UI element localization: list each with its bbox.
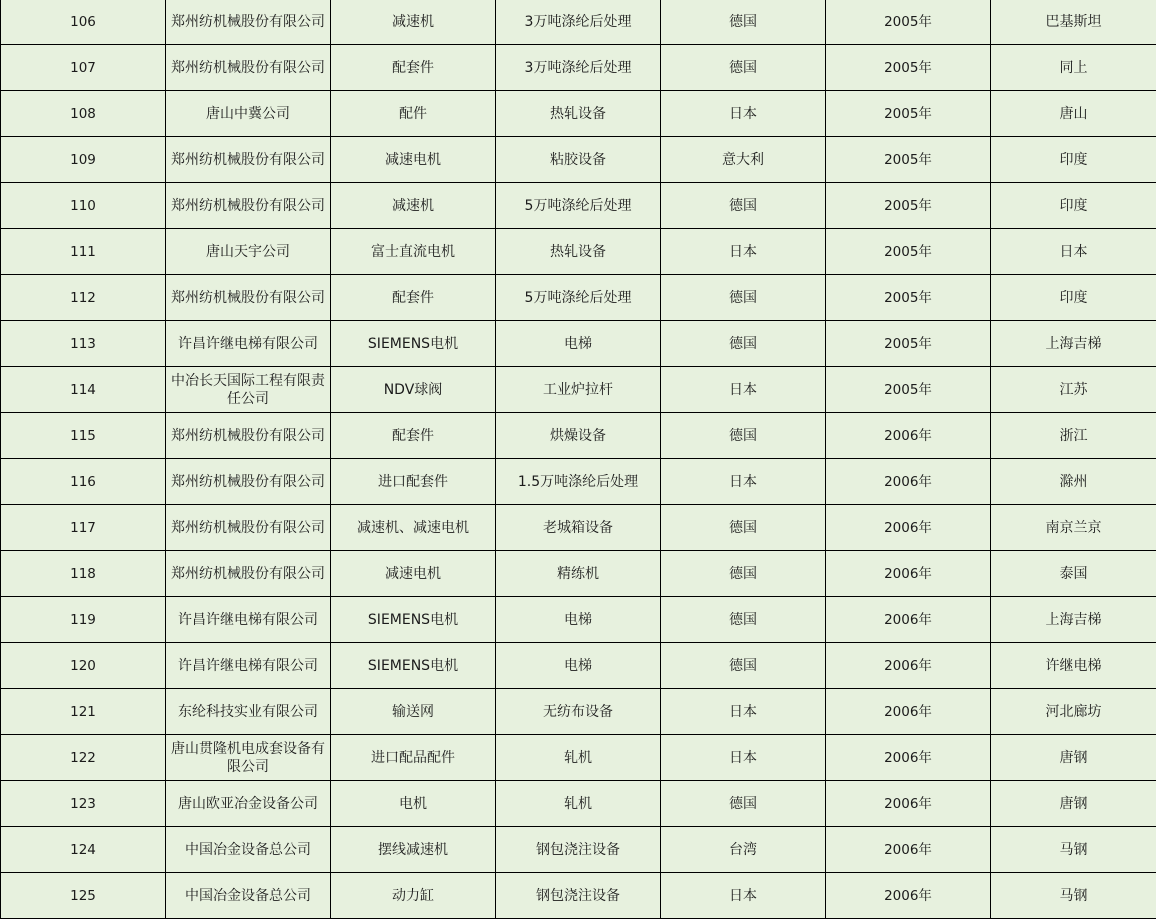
cell-item[interactable]: 减速电机 bbox=[331, 137, 496, 183]
table-row bbox=[1, 643, 1156, 689]
table-body bbox=[1, 0, 1156, 919]
cell-project[interactable]: 1.5万吨涤纶后处理 bbox=[496, 459, 661, 505]
table-row bbox=[1, 137, 1156, 183]
cell-destination[interactable]: 巴基斯坦 bbox=[991, 0, 1156, 45]
cell-destination[interactable]: 唐山 bbox=[991, 91, 1156, 137]
cell-destination[interactable]: 上海吉梯 bbox=[991, 597, 1156, 643]
cell-company[interactable]: 唐山贯隆机电成套设备有限公司 bbox=[166, 735, 331, 781]
cell-origin[interactable]: 德国 bbox=[661, 321, 826, 367]
cell-item[interactable]: SIEMENS电机 bbox=[331, 321, 496, 367]
cell-item[interactable]: 减速机 bbox=[331, 183, 496, 229]
cell-company[interactable]: 郑州纺机械股份有限公司 bbox=[166, 275, 331, 321]
cell-no[interactable]: 111 bbox=[1, 229, 166, 275]
cell-year[interactable]: 2006年 bbox=[826, 827, 991, 873]
cell-company[interactable]: 唐山天宇公司 bbox=[166, 229, 331, 275]
cell-project[interactable]: 工业炉拉杆 bbox=[496, 367, 661, 413]
table-row bbox=[1, 781, 1156, 827]
cell-item[interactable]: 减速电机 bbox=[331, 551, 496, 597]
cell-year[interactable]: 2006年 bbox=[826, 873, 991, 919]
cell-no[interactable]: 119 bbox=[1, 597, 166, 643]
cell-year[interactable]: 2005年 bbox=[826, 367, 991, 413]
cell-company[interactable]: 中国冶金设备总公司 bbox=[166, 827, 331, 873]
cell-no[interactable]: 107 bbox=[1, 45, 166, 91]
cell-destination[interactable]: 许继电梯 bbox=[991, 643, 1156, 689]
cell-origin[interactable]: 日本 bbox=[661, 873, 826, 919]
cell-origin[interactable]: 意大利 bbox=[661, 137, 826, 183]
cell-origin[interactable]: 德国 bbox=[661, 275, 826, 321]
cell-origin[interactable]: 德国 bbox=[661, 643, 826, 689]
table-row bbox=[1, 505, 1156, 551]
cell-year[interactable]: 2006年 bbox=[826, 689, 991, 735]
cell-project[interactable]: 精练机 bbox=[496, 551, 661, 597]
cell-year[interactable]: 2006年 bbox=[826, 413, 991, 459]
cell-item[interactable]: 减速机 bbox=[331, 0, 496, 45]
cell-year[interactable]: 2006年 bbox=[826, 735, 991, 781]
cell-destination[interactable]: 印度 bbox=[991, 275, 1156, 321]
cell-project[interactable]: 无纺布设备 bbox=[496, 689, 661, 735]
cell-origin[interactable]: 日本 bbox=[661, 367, 826, 413]
cell-year[interactable]: 2005年 bbox=[826, 0, 991, 45]
cell-item[interactable]: 减速机、减速电机 bbox=[331, 505, 496, 551]
cell-destination[interactable]: 马钢 bbox=[991, 827, 1156, 873]
cell-destination[interactable]: 唐钢 bbox=[991, 781, 1156, 827]
cell-origin[interactable]: 德国 bbox=[661, 551, 826, 597]
cell-project[interactable]: 电梯 bbox=[496, 597, 661, 643]
cell-destination[interactable]: 滁州 bbox=[991, 459, 1156, 505]
cell-company[interactable]: 唐山中冀公司 bbox=[166, 91, 331, 137]
cell-item[interactable]: 进口配品配件 bbox=[331, 735, 496, 781]
table-row bbox=[1, 735, 1156, 781]
cell-project[interactable]: 5万吨涤纶后处理 bbox=[496, 275, 661, 321]
table-row bbox=[1, 91, 1156, 137]
cell-destination[interactable]: 上海吉梯 bbox=[991, 321, 1156, 367]
cell-company[interactable]: 郑州纺机械股份有限公司 bbox=[166, 459, 331, 505]
cell-item[interactable]: 电机 bbox=[331, 781, 496, 827]
table-row bbox=[1, 827, 1156, 873]
cell-year[interactable]: 2005年 bbox=[826, 321, 991, 367]
cell-item[interactable]: 富士直流电机 bbox=[331, 229, 496, 275]
cell-year[interactable]: 2006年 bbox=[826, 597, 991, 643]
cell-no[interactable]: 116 bbox=[1, 459, 166, 505]
cell-item[interactable]: 配套件 bbox=[331, 275, 496, 321]
cell-company[interactable]: 郑州纺机械股份有限公司 bbox=[166, 183, 331, 229]
cell-company[interactable]: 许昌许继电梯有限公司 bbox=[166, 643, 331, 689]
cell-company[interactable]: 郑州纺机械股份有限公司 bbox=[166, 505, 331, 551]
cell-no[interactable]: 122 bbox=[1, 735, 166, 781]
cell-item[interactable]: 配套件 bbox=[331, 45, 496, 91]
table-row bbox=[1, 183, 1156, 229]
table-row bbox=[1, 689, 1156, 735]
cell-origin[interactable]: 日本 bbox=[661, 735, 826, 781]
cell-origin[interactable]: 日本 bbox=[661, 689, 826, 735]
cell-company[interactable]: 唐山欧亚冶金设备公司 bbox=[166, 781, 331, 827]
cell-item[interactable]: 输送网 bbox=[331, 689, 496, 735]
cell-origin[interactable]: 德国 bbox=[661, 45, 826, 91]
table-row bbox=[1, 413, 1156, 459]
cell-no[interactable]: 118 bbox=[1, 551, 166, 597]
cell-item[interactable]: SIEMENS电机 bbox=[331, 643, 496, 689]
cell-project[interactable]: 轧机 bbox=[496, 735, 661, 781]
cell-company[interactable]: 郑州纺机械股份有限公司 bbox=[166, 551, 331, 597]
cell-no[interactable]: 120 bbox=[1, 643, 166, 689]
table-row bbox=[1, 321, 1156, 367]
cell-origin[interactable]: 台湾 bbox=[661, 827, 826, 873]
cell-project[interactable]: 钢包浇注设备 bbox=[496, 873, 661, 919]
cell-item[interactable]: 配件 bbox=[331, 91, 496, 137]
cell-destination[interactable]: 印度 bbox=[991, 137, 1156, 183]
cell-no[interactable]: 108 bbox=[1, 91, 166, 137]
cell-no[interactable]: 121 bbox=[1, 689, 166, 735]
cell-project[interactable]: 5万吨涤纶后处理 bbox=[496, 183, 661, 229]
table-row bbox=[1, 275, 1156, 321]
cell-origin[interactable]: 日本 bbox=[661, 91, 826, 137]
cell-item[interactable]: 动力缸 bbox=[331, 873, 496, 919]
cell-no[interactable]: 115 bbox=[1, 413, 166, 459]
cell-company[interactable]: 郑州纺机械股份有限公司 bbox=[166, 137, 331, 183]
cell-item[interactable]: 配套件 bbox=[331, 413, 496, 459]
cell-item[interactable]: SIEMENS电机 bbox=[331, 597, 496, 643]
cell-year[interactable]: 2005年 bbox=[826, 45, 991, 91]
cell-origin[interactable]: 日本 bbox=[661, 229, 826, 275]
cell-year[interactable]: 2005年 bbox=[826, 91, 991, 137]
cell-origin[interactable]: 德国 bbox=[661, 781, 826, 827]
cell-item[interactable]: NDV球阀 bbox=[331, 367, 496, 413]
cell-year[interactable]: 2006年 bbox=[826, 643, 991, 689]
cell-destination[interactable]: 马钢 bbox=[991, 873, 1156, 919]
cell-destination[interactable]: 泰国 bbox=[991, 551, 1156, 597]
cell-project[interactable]: 轧机 bbox=[496, 781, 661, 827]
cell-origin[interactable]: 德国 bbox=[661, 413, 826, 459]
cell-destination[interactable]: 同上 bbox=[991, 45, 1156, 91]
cell-project[interactable]: 电梯 bbox=[496, 643, 661, 689]
table-row bbox=[1, 459, 1156, 505]
cell-item[interactable]: 进口配套件 bbox=[331, 459, 496, 505]
cell-project[interactable]: 老城箱设备 bbox=[496, 505, 661, 551]
cell-origin[interactable]: 日本 bbox=[661, 459, 826, 505]
cell-project[interactable]: 粘胶设备 bbox=[496, 137, 661, 183]
cell-project[interactable]: 热轧设备 bbox=[496, 229, 661, 275]
cell-destination[interactable]: 江苏 bbox=[991, 367, 1156, 413]
cell-origin[interactable]: 德国 bbox=[661, 183, 826, 229]
cell-destination[interactable]: 南京兰京 bbox=[991, 505, 1156, 551]
cell-origin[interactable]: 德国 bbox=[661, 505, 826, 551]
cell-origin[interactable]: 德国 bbox=[661, 0, 826, 45]
cell-year[interactable]: 2005年 bbox=[826, 137, 991, 183]
cell-company[interactable]: 许昌许继电梯有限公司 bbox=[166, 597, 331, 643]
cell-project[interactable]: 热轧设备 bbox=[496, 91, 661, 137]
table-row bbox=[1, 367, 1156, 413]
cell-destination[interactable]: 浙江 bbox=[991, 413, 1156, 459]
cell-year[interactable]: 2006年 bbox=[826, 505, 991, 551]
cell-project[interactable]: 烘燥设备 bbox=[496, 413, 661, 459]
cell-year[interactable]: 2006年 bbox=[826, 551, 991, 597]
cell-no[interactable]: 117 bbox=[1, 505, 166, 551]
table-row bbox=[1, 551, 1156, 597]
table-row bbox=[1, 229, 1156, 275]
cell-no[interactable]: 114 bbox=[1, 367, 166, 413]
cell-project[interactable]: 钢包浇注设备 bbox=[496, 827, 661, 873]
cell-no[interactable]: 113 bbox=[1, 321, 166, 367]
cell-project[interactable]: 3万吨涤纶后处理 bbox=[496, 45, 661, 91]
cell-year[interactable]: 2005年 bbox=[826, 275, 991, 321]
cell-year[interactable]: 2005年 bbox=[826, 229, 991, 275]
cell-destination[interactable]: 印度 bbox=[991, 183, 1156, 229]
cell-origin[interactable]: 德国 bbox=[661, 597, 826, 643]
table-row bbox=[1, 45, 1156, 91]
cell-no[interactable]: 109 bbox=[1, 137, 166, 183]
cell-year[interactable]: 2005年 bbox=[826, 183, 991, 229]
table-row bbox=[1, 597, 1156, 643]
cell-no[interactable]: 112 bbox=[1, 275, 166, 321]
cell-destination[interactable]: 日本 bbox=[991, 229, 1156, 275]
cell-item[interactable]: 摆线减速机 bbox=[331, 827, 496, 873]
cell-company[interactable]: 中冶长天国际工程有限责任公司 bbox=[166, 367, 331, 413]
table-row bbox=[1, 0, 1156, 45]
cell-year[interactable]: 2006年 bbox=[826, 781, 991, 827]
cell-company[interactable]: 郑州纺机械股份有限公司 bbox=[166, 45, 331, 91]
cell-project[interactable]: 3万吨涤纶后处理 bbox=[496, 0, 661, 45]
cell-year[interactable]: 2006年 bbox=[826, 459, 991, 505]
table-row bbox=[1, 873, 1156, 919]
cell-no[interactable]: 124 bbox=[1, 827, 166, 873]
cell-company[interactable]: 东纶科技实业有限公司 bbox=[166, 689, 331, 735]
cell-company[interactable]: 郑州纺机械股份有限公司 bbox=[166, 413, 331, 459]
cell-company[interactable]: 郑州纺机械股份有限公司 bbox=[166, 0, 331, 45]
cell-destination[interactable]: 唐钢 bbox=[991, 735, 1156, 781]
cell-company[interactable]: 中国冶金设备总公司 bbox=[166, 873, 331, 919]
cell-project[interactable]: 电梯 bbox=[496, 321, 661, 367]
cell-no[interactable]: 110 bbox=[1, 183, 166, 229]
cell-no[interactable]: 123 bbox=[1, 781, 166, 827]
cell-no[interactable]: 125 bbox=[1, 873, 166, 919]
cell-no[interactable]: 106 bbox=[1, 0, 166, 45]
cell-company[interactable]: 许昌许继电梯有限公司 bbox=[166, 321, 331, 367]
cell-destination[interactable]: 河北廊坊 bbox=[991, 689, 1156, 735]
